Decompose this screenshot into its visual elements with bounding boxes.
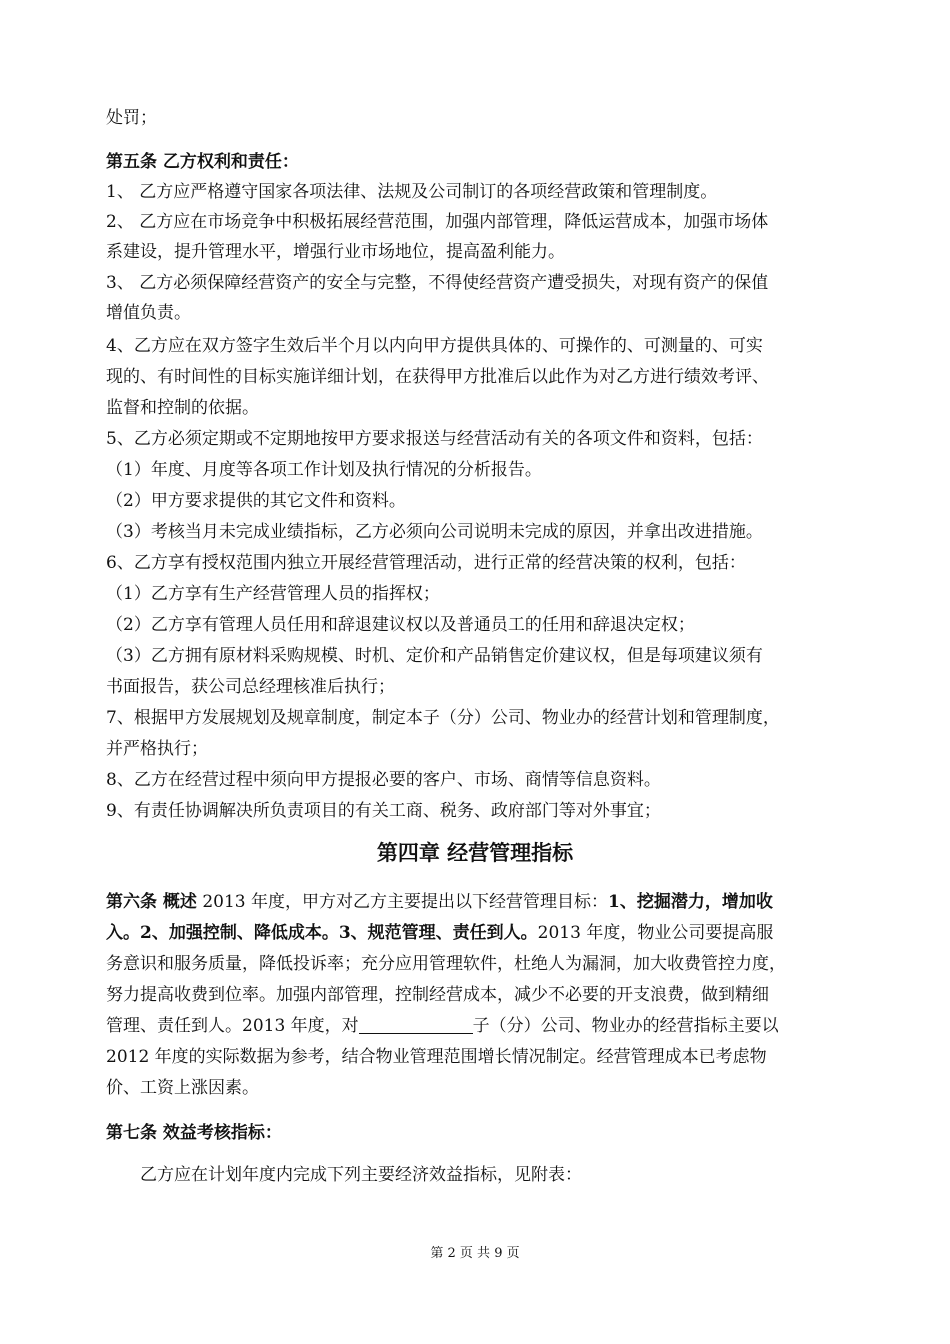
text-line: 9、有责任协调解决所负责项目的有关工商、税务、政府部门等对外事宜； — [106, 801, 661, 821]
text-line: 乙方应在计划年度内完成下列主要经济效益指标，见附表： — [140, 1165, 582, 1185]
text-line: 现的、有时间性的目标实施详细计划，在获得甲方批准后以此作为对乙方进行绩效考评、 — [106, 367, 769, 387]
text-line: 2012 年度的实际数据为参考，结合物业管理范围增长情况制定。经营管理成本已考虑物 — [106, 1047, 767, 1067]
blank-underline-field — [359, 1015, 473, 1034]
chapter-title: 第四章 经营管理指标 — [376, 840, 574, 865]
text-line: 价、工资上涨因素。 — [106, 1078, 259, 1098]
text-line: 5、乙方必须定期或不定期地按甲方要求报送与经营活动有关的各项文件和资料，包括： — [106, 429, 763, 449]
article-7-heading: 第七条 效益考核指标： — [106, 1123, 282, 1143]
text-line: 2、 乙方应在市场竞争中积极拓展经营范围，加强内部管理，降低运营成本，加强市场体 — [106, 212, 769, 232]
text-line: （2）甲方要求提供的其它文件和资料。 — [106, 491, 406, 511]
text-line: 努力提高收费到位率。加强内部管理，控制经营成本，减少不必要的开支浪费，做到精细 — [106, 985, 769, 1005]
page-footer: 第 2 页 共 9 页 — [430, 1246, 520, 1261]
text-span: 2013 年度，甲方对乙方主要提出以下经营管理目标： — [196, 892, 608, 912]
text-line: 务意识和服务质量，降低投诉率；充分应用管理软件，杜绝人为漏洞，加大收费管控力度， — [106, 954, 786, 974]
article-6-heading: 第六条 概述 — [106, 892, 197, 912]
text-line: （1）年度、月度等各项工作计划及执行情况的分析报告。 — [106, 460, 542, 480]
text-line: 4、乙方应在双方签字生效后半个月以内向甲方提供具体的、可操作的、可测量的、可实 — [106, 336, 763, 356]
text-line: 3、 乙方必须保障经营资产的安全与完整，不得使经营资产遭受损失，对现有资产的保值 — [106, 273, 769, 293]
text-line: 处罚； — [106, 108, 157, 128]
text-line: 系建设，提升管理水平，增强行业市场地位，提高盈利能力。 — [106, 242, 565, 262]
text-span: 子（分）公司、物业办的经营指标主要以 — [472, 1016, 779, 1036]
text-line: 书面报告，获公司总经理核准后执行； — [106, 677, 395, 697]
text-line: 监督和控制的依据。 — [106, 398, 259, 418]
text-span-bold: 1、挖掘潜力，增加收 — [608, 892, 773, 912]
text-line: 6、乙方享有授权范围内独立开展经营管理活动，进行正常的经营决策的权利，包括： — [106, 553, 746, 573]
text-line: 并严格执行； — [106, 739, 208, 759]
text-line: （3）乙方拥有原材料采购规模、时机、定价和产品销售定价建议权，但是每项建议须有 — [106, 646, 763, 666]
text-span: 管理、责任到人。2013 年度，对 — [106, 1016, 359, 1036]
article-6-line-1 — [106, 889, 860, 915]
article-5-heading: 第五条 乙方权利和责任： — [106, 152, 299, 172]
text-span: 2013 年度，物业公司要提高服 — [537, 923, 774, 943]
text-span-bold: 入。2、加强控制、降低成本。3、规范管理、责任到人。 — [106, 923, 538, 943]
text-line: （1）乙方享有生产经营管理人员的指挥权； — [106, 584, 440, 604]
text-line: 7、根据甲方发展规划及规章制度，制定本子（分）公司、物业办的经营计划和管理制度， — [106, 708, 780, 728]
article-6-line-5 — [106, 1013, 860, 1039]
text-line: 8、乙方在经营过程中须向甲方提报必要的客户、市场、商情等信息资料。 — [106, 770, 661, 790]
text-line: 增值负责。 — [106, 303, 191, 323]
text-line: （2）乙方享有管理人员任用和辞退建议权以及普通员工的任用和辞退决定权； — [106, 615, 695, 635]
article-6-line-2 — [106, 920, 860, 946]
text-line: 1、 乙方应严格遵守国家各项法律、法规及公司制订的各项经营政策和管理制度。 — [106, 182, 718, 202]
text-line: （3）考核当月未完成业绩指标，乙方必须向公司说明未完成的原因，并拿出改进措施。 — [106, 522, 763, 542]
